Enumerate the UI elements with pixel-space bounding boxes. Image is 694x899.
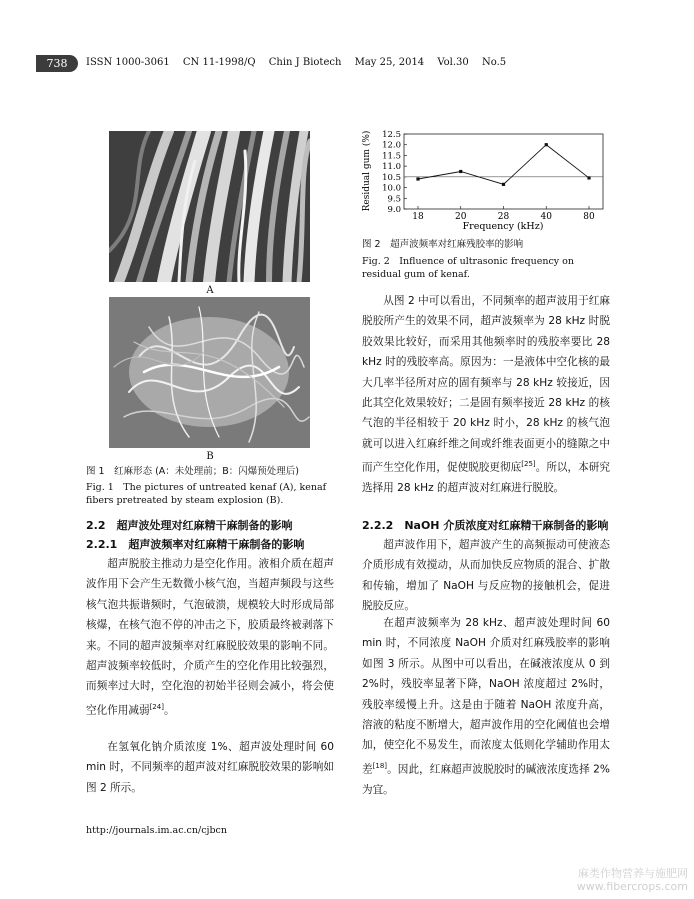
figure2-chart bbox=[360, 128, 608, 232]
plot-frame bbox=[404, 134, 603, 209]
issn: ISSN 1000-3061 bbox=[86, 57, 170, 68]
y-tick-label: 9.5 bbox=[387, 194, 401, 205]
journal-name: Chin J Biotech bbox=[268, 57, 342, 68]
y-tick-label: 10.0 bbox=[382, 183, 401, 194]
page-number: 738 bbox=[36, 55, 78, 72]
watermark bbox=[577, 867, 688, 893]
y-tick-label: 10.5 bbox=[382, 172, 401, 183]
x-tick-label: 28 bbox=[497, 212, 510, 222]
series-line bbox=[418, 145, 589, 185]
data-point bbox=[502, 183, 505, 186]
data-points bbox=[416, 143, 590, 186]
running-head bbox=[86, 56, 516, 70]
figure2-caption-en: Fig. 2 Influence of ultrasonic frequency on residual gum of kenaf. bbox=[362, 256, 575, 280]
left-paragraph-1-end: 。 bbox=[163, 704, 175, 717]
watermark-text: 麻类作物营养与施肥网 bbox=[578, 867, 688, 880]
section-2-2-heading: 2.2 超声波处理对红麻精干麻制备的影响 bbox=[86, 519, 293, 532]
data-point bbox=[416, 177, 419, 180]
x-tick-label: 20 bbox=[455, 212, 467, 222]
section-2-2-2-heading: 2.2.2 NaOH 介质浓度对红麻精干麻制备的影响 bbox=[362, 519, 609, 532]
y-tick-label: 11.5 bbox=[382, 151, 401, 162]
section-2-2-1-heading: 2.2.1 超声波频率对红麻精干麻制备的影响 bbox=[86, 538, 305, 551]
y-tick-label: 9.0 bbox=[387, 205, 401, 215]
x-tick-label: 18 bbox=[412, 212, 424, 222]
citation-25: [25] bbox=[521, 460, 536, 469]
figure1-caption-zh: 图 1 红麻形态 (A：未处理前；B：闪爆预处理后) bbox=[86, 466, 300, 477]
residual-gum-line-chart bbox=[360, 128, 608, 232]
right-paragraph-3-text: 在超声波频率为 28 kHz、超声波处理时间 60 min 时，不同浓度 NaOH 介质对红麻残胶率的影响如图 3 所示。从图中可以看出，在碱液浓度从 0 到 2%时，残胶率显著下降，NaOH 浓度超过 2%时，残胶率缓慢上升。这是由于随着 NaOH 浓度升高，溶液的粘度不断增大，超声波作用的空化阈值也会增加，使空化不易发生，而浓度太低则化学辅助作用太差 bbox=[362, 617, 610, 776]
y-axis-ticks bbox=[382, 130, 407, 215]
left-paragraph-2: 在氢氧化钠介质浓度 1%、超声波处理时间 60 min 时，不同频率的超声波对红麻脱胶效果的影响如图 2 所示。 bbox=[86, 741, 334, 794]
issue: No.5 bbox=[481, 57, 507, 68]
x-tick-label: 80 bbox=[583, 212, 595, 222]
right-paragraph-1-end: 。所以，本研究选择用 28 kHz 的超声波对红麻进行脱胶。 bbox=[362, 461, 611, 495]
right-paragraph-2: 超声波作用下，超声波产生的高频振动可使液态介质形成有效搅动，从而加快反应物质的混合、扩散和传输，增加了 NaOH 与反应物的接触机会，促进脱胶反应。 bbox=[362, 539, 610, 613]
issue-date: May 25, 2014 bbox=[354, 57, 425, 68]
cn-number: CN 11-1998/Q bbox=[182, 57, 256, 68]
right-paragraph-1-text: 从图 2 中可以看出，不同频率的超声波用于红麻脱胶所产生的效果不同，超声波频率为 28 kHz 时脱胶效果比较好，而采用其他频率时的残胶率要比 28 kHz 时的残胶率高。原因为：一是液体中空化核的最大几率半径所对应的固有频率与 28 kHz 较接近，因此其空化效果较好；二是固有频率接近 28 kHz 的核气泡的半径相较于 20 kHz 时小，28 kHz 的核气泡就可以进入红麻纤维之间或纤维表面更小的缝隙之中而产生空化作用，促使脱胶更彻底 bbox=[362, 295, 610, 474]
figure1-label-a: A bbox=[206, 285, 214, 296]
data-point bbox=[459, 170, 462, 173]
right-paragraph-3 bbox=[362, 613, 610, 800]
volume: Vol.30 bbox=[437, 57, 469, 68]
watermark-url: www.fibercrops.com bbox=[576, 880, 688, 893]
citation-24: [24] bbox=[149, 702, 164, 711]
y-axis-label: Residual gum (%) bbox=[362, 130, 372, 212]
y-tick-label: 12.5 bbox=[382, 130, 401, 140]
citation-18: [18] bbox=[372, 761, 388, 770]
left-paragraph-1-text: 超声脱胶主推动力是空化作用。液相介质在超声波作用下会产生无数微小核气泡，当超声频段与这些核气泡共振谐频时，气泡破溃，规模较大时形成局部核爆，在核气泡不停的冲击之下，胶质最终被剥落下来。不同的超声波频率对红麻脱胶效果的影响不同。超声波频率较低时，介质产生的空化作用比较强烈，而频率过大时，空化泡的初始半径则会减小，将会使空化作用减弱 bbox=[86, 558, 334, 717]
left-paragraph-1 bbox=[86, 554, 334, 721]
x-tick-label: 40 bbox=[540, 212, 552, 222]
kenaf-steam-exploded-photo bbox=[109, 297, 310, 448]
x-axis-ticks bbox=[412, 206, 595, 222]
right-paragraph-3-end: 。因此，红麻超声波脱胶时的碱液浓度选择 2%为宜。 bbox=[362, 763, 610, 796]
x-axis-label: Frequency (kHz) bbox=[462, 221, 544, 232]
figure2-caption-zh: 图 2 超声波频率对红麻残胶率的影响 bbox=[362, 239, 524, 250]
y-tick-label: 12.0 bbox=[382, 140, 401, 151]
data-point bbox=[545, 143, 548, 146]
kenaf-untreated-photo bbox=[109, 131, 310, 282]
figure1-label-b: B bbox=[206, 451, 214, 462]
right-paragraph-1 bbox=[362, 291, 610, 499]
footer-url: http://journals.im.ac.cn/cjbcn bbox=[86, 825, 227, 836]
figure1-caption-en: Fig. 1 The pictures of untreated kenaf (A), kenaf fibers pretreated by steam explosion (B). bbox=[86, 482, 327, 506]
y-tick-label: 11.0 bbox=[382, 162, 401, 173]
data-point bbox=[587, 176, 590, 179]
